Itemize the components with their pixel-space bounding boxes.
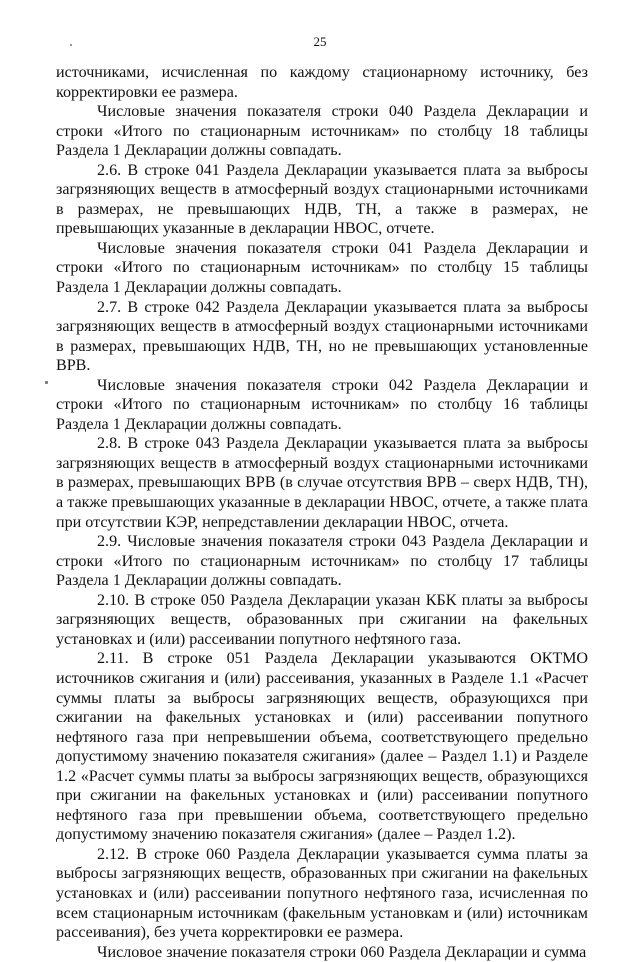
scan-speck — [45, 381, 48, 384]
paragraph-2-12: 2.12. В строке 060 Раздела Декларации указывается сумма платы за выбросы загрязняющих веществ, образованных при сжигании на факельных установках и (или) рассеивании попутного нефтяного газа, исчисленная по всем стационарным источникам (факельным установкам и (или) источникам рассеивания), без учета корректировки ее размера. — [56, 845, 588, 942]
paragraph-2-7: 2.7. В строке 042 Раздела Декларации указывается плата за выбросы загрязняющих веществ в атмосферный воздух стационарными источниками в размерах, превышающих НДВ, ТН, но не превышающих установленные ВРВ. — [56, 298, 588, 375]
paragraph-2-10: 2.10. В строке 050 Раздела Декларации указан КБК платы за выбросы загрязняющих веществ, образованных при сжигании на факельных установках и (или) рассеивании попутного нефтяного газа. — [56, 591, 588, 648]
paragraph-2-6: 2.6. В строке 041 Раздела Декларации указывается плата за выбросы загрязняющих веществ в атмосферный воздух стационарными источниками в размерах, не превышающих НДВ, ТН, а также в размерах, не превышающих указанные в декларации НВОС, отчете. — [56, 161, 588, 238]
paragraph-2-11: 2.11. В строке 051 Раздела Декларации указываются ОКТМО источников сжигания и (или) рассеивания, указанных в Разделе 1.1 «Расчет суммы платы за выбросы загрязняющих веществ, образующихся при сжигании на факельных установках и (или) рассеивании попутного нефтяного газа при непревышении объема, соответствующего предельно допустимому значению показателя сжигания» (далее – Раздел 1.1) и Разделе 1.2 «Расчет суммы платы за выбросы загрязняющих веществ, образующихся при сжигании на факельных установках и (или) рассеивании попутного нефтяного газа при превышении объема, соответствующего предельно допустимому значению показателя сжигания» (далее – Раздел 1.2). — [56, 650, 588, 844]
document-body — [56, 63, 588, 962]
paragraph-2-8: 2.8. В строке 043 Раздела Декларации указывается плата за выбросы загрязняющих веществ в атмосферный воздух стационарными источниками в размерах, превышающих ВРВ (в случае отсутствия ВРВ – сверх НДВ, ТН), а также превышающих указанные в декларации НВОС, отчете, а также плата при отсутствии КЭР, непредставлении декларации НВОС, отчета. — [56, 435, 588, 531]
paragraph-last: Числовое значение показателя строки 060 Раздела Декларации и сумма — [97, 943, 587, 961]
paragraph: Числовые значения показателя строки 040 Раздела Декларации и строки «Итого по стационарным источникам» по столбцу 18 таблицы Раздела 1 Декларации должны совпадать. — [56, 103, 588, 160]
page-number: 25 — [313, 34, 327, 49]
paragraph-continuation: источниками, исчисленная по каждому стационарному источнику, без корректировки ее размера. — [56, 64, 588, 101]
paragraph: Числовые значения показателя строки 042 Раздела Декларации и строки «Итого по стационарным источникам» по столбцу 16 таблицы Раздела 1 Декларации должны совпадать. — [56, 376, 588, 433]
paragraph: Числовые значения показателя строки 041 Раздела Декларации и строки «Итого по стационарным источникам» по столбцу 15 таблицы Раздела 1 Декларации должны совпадать. — [56, 239, 588, 297]
paragraph-2-9: 2.9. Числовые значения показателя строки 043 Раздела Декларации и строки «Итого по стационарным источникам» по столбцу 17 таблицы Раздела 1 Декларации должны совпадать. — [56, 533, 588, 590]
